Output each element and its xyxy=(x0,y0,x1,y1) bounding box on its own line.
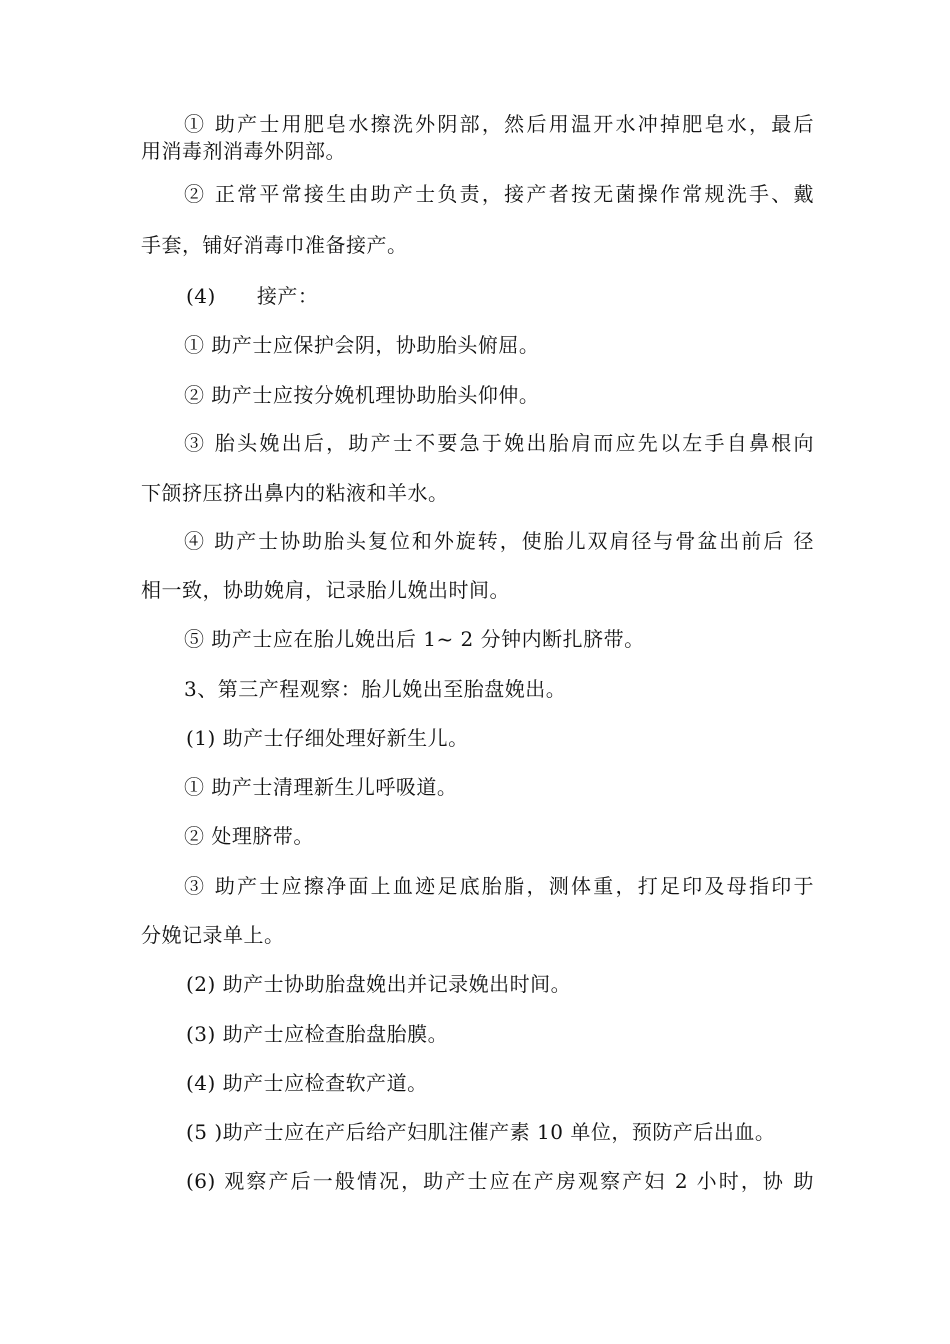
paragraph-line: ① 助产士用肥皂水擦洗外阴部，然后用温开水冲掉肥皂水，最后 xyxy=(184,112,814,136)
paragraph-line: ② 助产士应按分娩机理协助胎头仰伸。 xyxy=(184,383,540,407)
section-heading: (4) 接产： xyxy=(186,284,319,308)
section-heading: 3、第三产程观察：胎儿娩出至胎盘娩出。 xyxy=(184,677,567,701)
paragraph-line: 分娩记录单上。 xyxy=(141,923,285,947)
paragraph-line: (2) 助产士协助胎盘娩出并记录娩出时间。 xyxy=(186,972,572,996)
paragraph-line: 下颌挤压挤出鼻内的粘液和羊水。 xyxy=(141,481,449,505)
paragraph-line: ④ 助产士协助胎头复位和外旋转，使胎儿双肩径与骨盆出前后 径 xyxy=(184,529,814,553)
paragraph-line: 手套，铺好消毒巾准备接产。 xyxy=(141,233,408,257)
paragraph-line: (1) 助产士仔细处理好新生儿。 xyxy=(186,726,469,750)
paragraph-line: ③ 助产士应擦净面上血迹足底胎脂，测体重，打足印及母指印于 xyxy=(184,874,814,898)
paragraph-line: 相一致，协助娩肩，记录胎儿娩出时间。 xyxy=(141,578,510,602)
paragraph-line: (3) 助产士应检查胎盘胎膜。 xyxy=(186,1022,449,1046)
paragraph-line: ① 助产士清理新生儿呼吸道。 xyxy=(184,775,458,799)
paragraph-line: ② 正常平常接生由助产士负责，接产者按无菌操作常规洗手、戴 xyxy=(184,182,814,206)
paragraph-line: ② 处理脐带。 xyxy=(184,824,314,848)
paragraph-line: ⑤ 助产士应在胎儿娩出后 1~ 2 分钟内断扎脐带。 xyxy=(184,627,645,651)
paragraph-line: 用消毒剂消毒外阴部。 xyxy=(141,139,346,163)
paragraph-line: ③ 胎头娩出后，助产士不要急于娩出胎肩而应先以左手自鼻根向 xyxy=(184,431,814,455)
paragraph-line: (6) 观察产后一般情况，助产士应在产房观察产妇 2 小时，协 助 xyxy=(186,1169,814,1193)
paragraph-line: (5 )助产士应在产后给产妇肌注催产素 10 单位，预防产后出血。 xyxy=(186,1120,776,1144)
paragraph-line: ① 助产士应保护会阴，协助胎头俯屈。 xyxy=(184,333,540,357)
paragraph-line: (4) 助产士应检查软产道。 xyxy=(186,1071,428,1095)
